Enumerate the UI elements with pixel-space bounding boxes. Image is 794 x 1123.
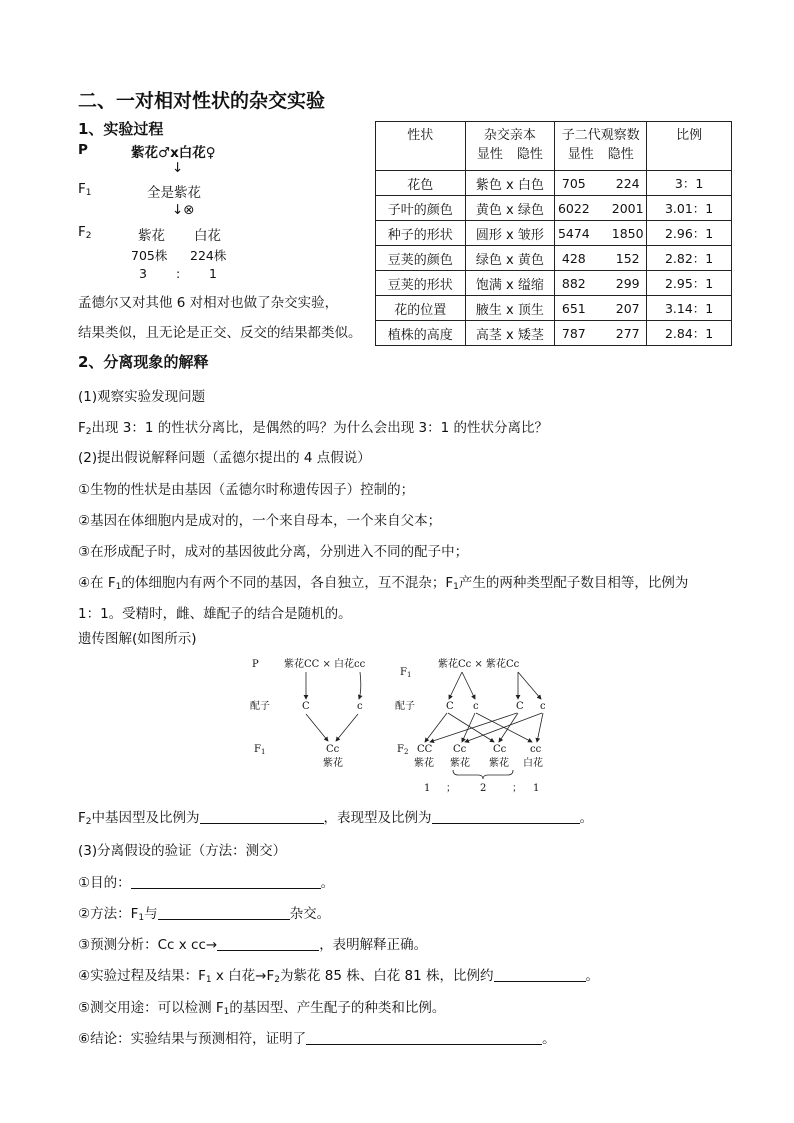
header-observed: 子二代观察数 显性 隐性	[555, 122, 647, 171]
cell-cross: 腋生 x 顶生	[465, 296, 555, 321]
hypothesis-3: ③在形成配子时，成对的基因彼此分离，分别进入不同的配子中；	[78, 544, 469, 560]
conclusion-line: ⑥结论：实验结果与预测相符，证明了 。	[78, 1031, 556, 1047]
diag-arrow	[359, 672, 361, 699]
diag-ratio: ；	[512, 783, 522, 794]
method-answer-blank[interactable]	[158, 907, 290, 920]
hypothesis-2: ②基因在体细胞内是成对的，一个来自母本，一个来自父本；	[78, 513, 442, 529]
purpose-line: ①目的： 。	[78, 875, 335, 891]
diag-right-f2: $F_2$	[397, 744, 409, 756]
diag-genotype: cc	[530, 744, 542, 755]
cell-counts: 651 207	[555, 296, 647, 321]
q1-text: $F_2$出现 3：1 的性状分离比，是偶然的吗？为什么会出现 3：1 的性状分离比？	[78, 420, 549, 437]
header-trait: 性状	[376, 122, 466, 171]
cell-trait: 花色	[376, 171, 466, 196]
diag-left-f1: $F_1$	[254, 744, 266, 756]
page-title: 二、一对相对性状的杂交实验	[78, 90, 326, 112]
hypothesis-4-cont: 1：1。受精时，雌、雄配子的结合是随机的。	[78, 606, 352, 622]
f2-white: 白花	[194, 228, 221, 244]
cell-cross: 紫色 x 白色	[465, 171, 555, 196]
cell-ratio: 2.82：1	[647, 246, 732, 271]
header-ratio: 比例	[647, 122, 732, 171]
cell-ratio: 3：1	[647, 171, 732, 196]
result-line: ④实验过程及结果：$F_1$ x 白花$\to F_2$为紫花 85 株、白花 81 株，比例约 。	[78, 968, 600, 985]
diag-left-gamete-1: C	[302, 701, 310, 712]
diag-left-gamete-2: c	[357, 701, 363, 712]
diag-phenotype: 紫花	[450, 758, 470, 769]
conclusion-answer-blank[interactable]	[306, 1032, 542, 1045]
diag-ratio: 1	[424, 783, 431, 794]
cell-ratio: 2.84：1	[647, 321, 732, 346]
ratio-right: 1	[209, 266, 217, 281]
diag-arrow	[537, 713, 543, 742]
diag-ratio: 1	[533, 783, 540, 794]
diag-arrow	[449, 672, 462, 699]
diag-arrow	[336, 714, 358, 741]
hypothesis-1: ①生物的性状是由基因（孟德尔时称遗传因子）控制的；	[78, 482, 415, 498]
header-parents: 杂交亲本 显性 隐性	[465, 122, 555, 171]
diag-left-p: P	[252, 659, 259, 670]
note-line-2: 结果类似，且无论是正交、反交的结果都类似。	[78, 325, 362, 341]
cell-ratio: 2.96：1	[647, 221, 732, 246]
diag-left-child: Cc	[326, 744, 340, 755]
phenotype-answer-blank[interactable]	[432, 811, 580, 824]
cell-counts: 6022 2001	[555, 196, 647, 221]
diag-ratio: 2	[480, 783, 487, 794]
method-line: ②方法：$F_1$与 杂交。	[78, 906, 331, 923]
cell-counts: 5474 1850	[555, 221, 647, 246]
diag-right-f1: $F_1$	[400, 667, 412, 679]
diagram-caption: 遗传图解(如图所示)	[78, 631, 197, 647]
diag-genotype: CC	[417, 744, 433, 755]
cell-counts: 787 277	[555, 321, 647, 346]
diag-arrow	[518, 672, 541, 699]
section-heading-explanation: 2、分离现象的解释	[78, 353, 209, 371]
cell-trait: 植株的高度	[376, 321, 466, 346]
cell-trait: 豆荚的颜色	[376, 246, 466, 271]
ratio-answer-blank[interactable]	[494, 969, 586, 982]
diag-arrow	[448, 713, 494, 742]
f2-blank-line: $F_2$中基因型及比例为 ，表现型及比例为 。	[78, 810, 593, 827]
ratio-left: 3	[139, 266, 147, 281]
diag-arrow	[462, 672, 475, 699]
diag-right-gamete-label: 配子	[395, 701, 415, 712]
cell-counts: 428 152	[555, 246, 647, 271]
diag-left-gamete-label: 配子	[250, 701, 270, 712]
f2-purple: 紫花	[138, 228, 165, 244]
cell-counts: 705 224	[555, 171, 647, 196]
f2-label: $F_2$	[78, 224, 92, 241]
diag-arrow	[499, 713, 518, 742]
use-line: ⑤测交用途：可以检测 $F_1$的基因型、产生配子的种类和比例。	[78, 1000, 446, 1017]
cell-ratio: 2.95：1	[647, 271, 732, 296]
purpose-answer-blank[interactable]	[131, 876, 321, 889]
q3-heading: (3)分离假设的验证（方法：测交）	[78, 843, 287, 859]
cell-cross: 高茎 x 矮茎	[465, 321, 555, 346]
diag-right-gamete: c	[540, 701, 546, 712]
cell-cross: 绿色 x 黄色	[465, 246, 555, 271]
down-arrow: ↓	[172, 160, 184, 176]
predict-line: ③预测分析：Cc x cc→ ，表明解释正确。	[78, 937, 428, 953]
cell-counts: 882 299	[555, 271, 647, 296]
diag-genotype: Cc	[453, 744, 467, 755]
diag-phenotype: 紫花	[414, 758, 434, 769]
cell-trait: 种子的形状	[376, 221, 466, 246]
cell-trait: 豆荚的形状	[376, 271, 466, 296]
f1-label: $F_1$	[78, 181, 92, 198]
diag-brace	[453, 770, 513, 779]
cell-trait: 子叶的颜色	[376, 196, 466, 221]
diag-arrow	[306, 714, 328, 741]
note-line-1: 孟德尔又对其他 6 对相对也做了杂交实验，	[78, 295, 339, 311]
diag-phenotype: 紫花	[489, 758, 509, 769]
diag-genotype: Cc	[493, 744, 507, 755]
cell-ratio: 3.01：1	[647, 196, 732, 221]
q2-heading: (2)提出假说解释问题（孟德尔提出的 4 点假说）	[78, 450, 371, 466]
genotype-answer-blank[interactable]	[200, 811, 324, 824]
predict-answer-blank[interactable]	[217, 938, 319, 951]
diag-right-gamete: c	[473, 701, 479, 712]
diag-right-gamete: C	[446, 701, 454, 712]
diag-left-cross: 紫花CC × 白花cc	[284, 659, 366, 670]
p-label: P	[78, 142, 88, 158]
diag-left-child-pheno: 紫花	[323, 758, 343, 769]
hypothesis-4: ④在 $F_1$的体细胞内有两个不同的基因，各自独立，互不混杂；$F_1$产生的两种类型配子数目相等，比例为	[78, 575, 689, 592]
cell-cross: 圆形 x 皱形	[465, 221, 555, 246]
cell-cross: 黄色 x 绿色	[465, 196, 555, 221]
selfing-arrow: ↓⊗	[172, 202, 195, 218]
f2-purple-count: 705株	[131, 248, 168, 263]
q1-heading: (1)观察实验发现问题	[78, 389, 206, 405]
f1-result: 全是紫花	[147, 185, 201, 201]
diag-phenotype: 白花	[523, 758, 543, 769]
diag-right-cross: 紫花Cc × 紫花Cc	[438, 659, 520, 670]
f2-white-count: 224株	[190, 248, 227, 263]
cell-cross: 饱满 x 缢缩	[465, 271, 555, 296]
cell-trait: 花的位置	[376, 296, 466, 321]
section-heading-experiment: 1、实验过程	[78, 120, 164, 138]
cell-ratio: 3.14：1	[647, 296, 732, 321]
diag-ratio: ；	[446, 783, 456, 794]
ratio-colon: :	[176, 266, 181, 281]
diag-right-gamete: C	[516, 701, 524, 712]
p-cross: 紫花♂x白花♀	[131, 145, 216, 161]
